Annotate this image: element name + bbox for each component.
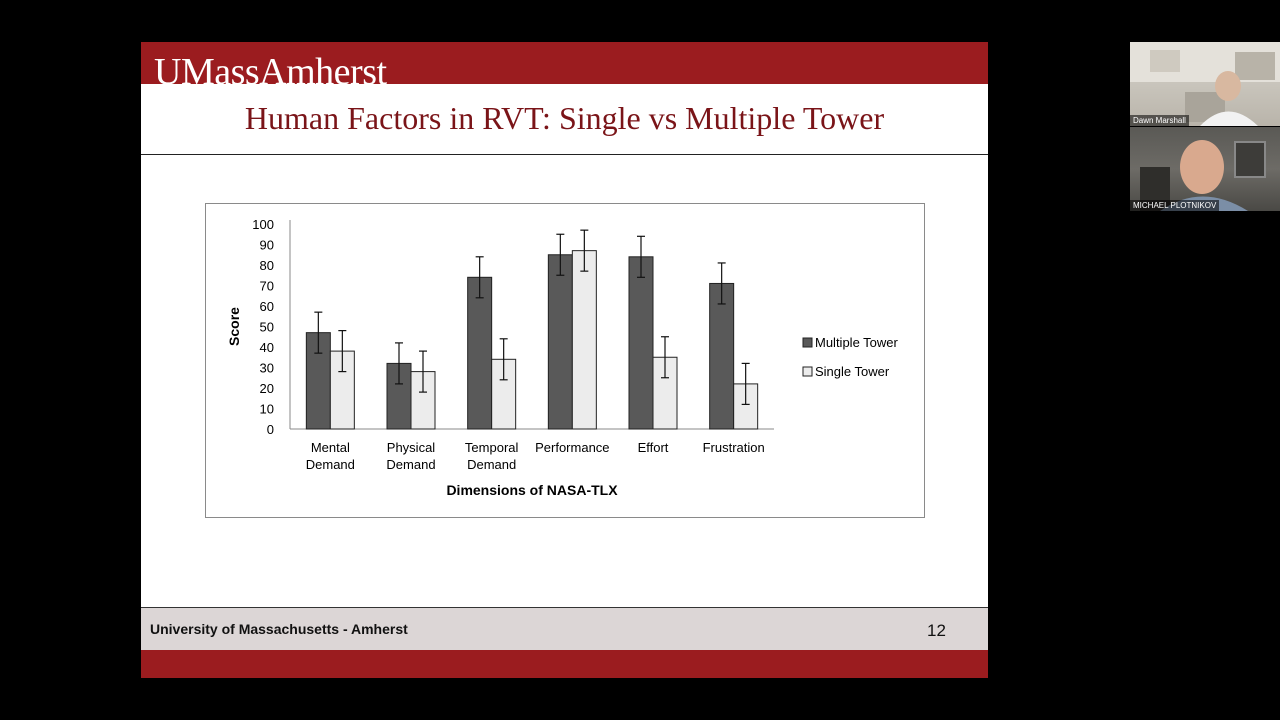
- header-band: [141, 42, 988, 84]
- y-axis-title: Score: [226, 307, 242, 346]
- participant-name-tag: Dawn Marshall: [1130, 115, 1189, 126]
- slide-title: Human Factors in RVT: Single vs Multiple Tower: [244, 100, 885, 136]
- bar-multiple-tower: [710, 283, 734, 429]
- title-divider: [141, 154, 988, 155]
- y-tick-label: 60: [259, 299, 274, 314]
- legend-label: Single Tower: [815, 364, 890, 379]
- y-tick-label: 100: [252, 217, 274, 232]
- chart-frame: [205, 203, 925, 518]
- footer-band: [141, 650, 988, 678]
- x-category-label: Frustration: [702, 440, 765, 455]
- footer-university-text: University of Massachusetts - Amherst: [150, 621, 408, 637]
- slide-page-number: 12: [927, 621, 946, 640]
- participant-name-tag: MICHAEL PLOTNIKOV: [1130, 200, 1219, 211]
- bar-multiple-tower: [468, 277, 492, 429]
- umass-amherst-logo: UMassAmherst: [154, 51, 387, 84]
- presentation-slide: [141, 42, 988, 678]
- x-category-label: Effort: [637, 440, 669, 455]
- participant-video-tile[interactable]: [1130, 127, 1280, 211]
- legend-swatch: [803, 338, 812, 347]
- legend-label: Multiple Tower: [815, 335, 898, 350]
- y-tick-label: 40: [259, 340, 274, 355]
- y-tick-label: 90: [259, 237, 274, 253]
- bar-multiple-tower: [548, 255, 572, 429]
- participant-video-icon: [1130, 42, 1280, 126]
- nasa-tlx-bar-chart: [206, 204, 924, 517]
- x-category-label: Temporal Demand: [464, 440, 519, 472]
- y-tick-label: 0: [266, 422, 274, 437]
- y-tick-label: 70: [259, 278, 274, 294]
- participant-video-tile[interactable]: [1130, 42, 1280, 126]
- legend-swatch: [803, 367, 812, 376]
- y-tick-label: 10: [259, 401, 274, 417]
- x-category-label: Physical Demand: [386, 440, 436, 472]
- y-tick-label: 80: [259, 258, 274, 273]
- x-category-label: Performance: [535, 440, 610, 455]
- participant-video-icon: [1130, 127, 1280, 211]
- x-axis-title: Dimensions of NASA-TLX: [446, 482, 618, 498]
- x-category-label: Mental Demand: [305, 440, 355, 472]
- y-tick-label: 50: [259, 319, 274, 335]
- bar-multiple-tower: [629, 257, 653, 429]
- y-tick-label: 20: [259, 381, 274, 396]
- footer-bar: [141, 607, 988, 650]
- bar-single-tower: [572, 251, 596, 429]
- y-tick-label: 30: [259, 360, 274, 376]
